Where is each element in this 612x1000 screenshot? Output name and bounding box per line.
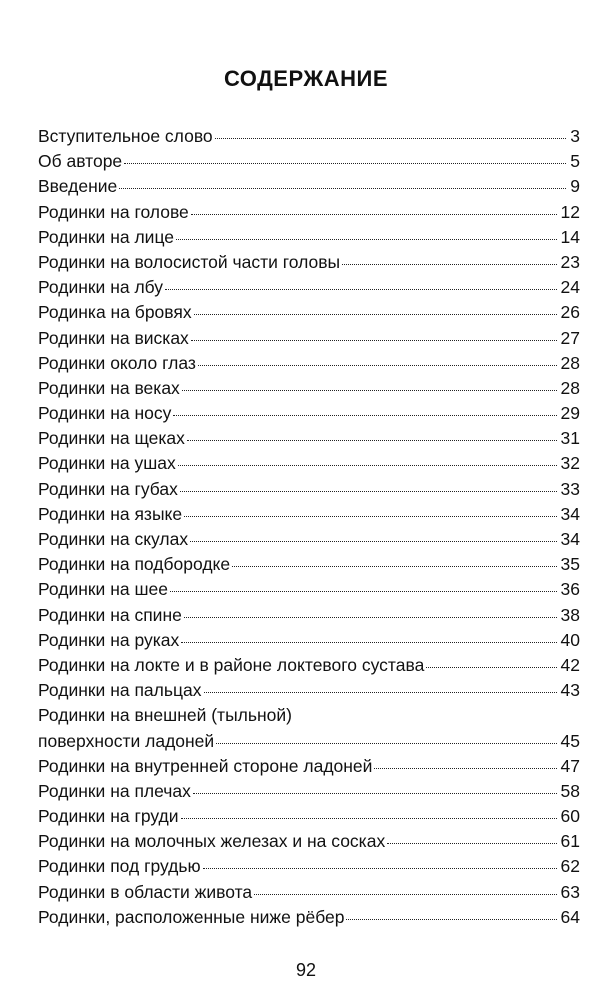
toc-entry-label: Родинки на веках	[38, 377, 180, 398]
dot-leader	[170, 591, 557, 592]
toc-entry	[38, 326, 580, 351]
toc-entry	[38, 603, 580, 628]
toc-entry-page: 26	[560, 302, 580, 323]
toc-entry-label: Родинки на локте и в районе локтевого сустава	[38, 654, 425, 675]
dot-leader	[178, 465, 557, 466]
toc-entry-label: Родинки в области живота	[38, 881, 253, 902]
toc-entry	[38, 149, 580, 174]
toc-entry	[38, 779, 580, 804]
dot-leader	[216, 743, 556, 744]
toc-entry-page: 28	[560, 352, 580, 373]
toc-entry-label: Родинки на подбородке	[38, 554, 231, 575]
toc-entry-label: Родинки на ушах	[38, 453, 176, 474]
toc-entry-label: Родинки на голове	[38, 201, 189, 222]
toc-entry-label: Родинки под грудью	[38, 856, 201, 877]
dot-leader	[182, 390, 557, 391]
toc-entry-label: Родинки на пальцах	[38, 680, 202, 701]
dot-leader	[184, 617, 557, 618]
dot-leader	[374, 768, 556, 769]
toc-entry	[38, 401, 580, 426]
toc-entry	[38, 351, 580, 376]
toc-entry-label: Введение	[38, 176, 118, 197]
toc-entry	[38, 577, 580, 602]
toc-entry-label: Родинки на щеках	[38, 428, 185, 449]
toc-entry	[38, 527, 580, 552]
toc-entry-label: Родинки на руках	[38, 629, 180, 650]
dot-leader	[194, 314, 557, 315]
toc-entry	[38, 451, 580, 476]
toc-entry-page: 31	[560, 428, 580, 449]
toc-entry-label-continued: поверхности ладоней	[38, 730, 215, 751]
toc-entry	[38, 250, 580, 275]
toc-entry-label: Родинки, расположенные ниже рёбер	[38, 906, 345, 927]
dot-leader	[187, 440, 557, 441]
toc-entry-page: 34	[560, 503, 580, 524]
toc-entry	[38, 703, 580, 753]
page-number: 92	[295, 960, 317, 980]
dot-leader	[124, 163, 566, 164]
toc-entry-page: 12	[560, 201, 580, 222]
toc-entry	[38, 653, 580, 678]
toc-entry-label: Родинки на языке	[38, 503, 183, 524]
dot-leader	[191, 214, 557, 215]
dot-leader	[184, 516, 556, 517]
dot-leader	[165, 289, 556, 290]
toc-entry-page: 47	[560, 755, 580, 776]
toc-entry-label: Родинки на молочных железах и на сосках	[38, 831, 386, 852]
toc-entry-line	[38, 729, 580, 754]
toc-entry-page: 33	[560, 478, 580, 499]
dot-leader	[119, 188, 566, 189]
toc-entry-page: 58	[560, 780, 580, 801]
toc-entry-page: 29	[560, 403, 580, 424]
toc-entry-label: Родинки на волосистой части головы	[38, 251, 341, 272]
toc-entry-label: Родинки около глаз	[38, 352, 196, 373]
page-title: СОДЕРЖАНИЕ	[223, 66, 389, 91]
toc-entry-page: 38	[560, 604, 580, 625]
toc-entry-page: 62	[560, 856, 580, 877]
toc-entry-label: Родинки на груди	[38, 806, 179, 827]
dot-leader	[193, 793, 557, 794]
toc-entry	[38, 275, 580, 300]
toc-entry-page: 63	[560, 881, 580, 902]
toc-entry-page: 27	[560, 327, 580, 348]
dot-leader	[254, 894, 556, 895]
toc-entry-page: 61	[560, 831, 580, 852]
toc-entry-page: 42	[560, 654, 580, 675]
toc-entry-page: 35	[560, 554, 580, 575]
toc-entry	[38, 225, 580, 250]
toc-entry	[38, 426, 580, 451]
dot-leader	[181, 818, 557, 819]
toc-entry-label: Родинки на лбу	[38, 277, 164, 298]
toc-entry-label: Родинки на шее	[38, 579, 168, 600]
dot-leader	[191, 340, 557, 341]
toc-entry	[38, 200, 580, 225]
dot-leader	[387, 843, 556, 844]
toc-entry-label: Об авторе	[38, 151, 123, 172]
toc-entry	[38, 880, 580, 905]
toc-entry	[38, 552, 580, 577]
toc-entry-page: 34	[560, 529, 580, 549]
toc-entry-page: 9	[570, 176, 580, 197]
dot-leader	[176, 239, 557, 240]
toc-entry-page: 24	[560, 277, 580, 298]
toc-entry	[38, 905, 580, 930]
toc-entry-page: 43	[560, 680, 580, 701]
toc-entry-page: 23	[560, 251, 580, 272]
toc-entry-page: 28	[560, 377, 580, 398]
dot-leader	[232, 566, 556, 567]
toc-entry-page: 64	[560, 906, 580, 927]
toc-entry	[38, 502, 580, 527]
dot-leader	[204, 692, 557, 693]
toc-entry-label: Родинки на внешней (тыльной)	[38, 705, 292, 726]
toc-entry	[38, 477, 580, 502]
toc-entry-label: Родинки на плечах	[38, 780, 191, 801]
dot-leader	[190, 541, 556, 542]
toc-entry-label: Родинки на носу	[38, 403, 172, 424]
toc-entry	[38, 754, 580, 779]
toc-entry-page: 40	[560, 629, 580, 650]
dot-leader	[342, 264, 556, 265]
toc-entry	[38, 678, 580, 703]
toc-entry-page: 3	[570, 126, 580, 146]
dot-leader	[426, 667, 556, 668]
toc-entry-page: 32	[560, 453, 580, 474]
dot-leader	[203, 868, 557, 869]
dot-leader	[198, 365, 557, 366]
table-of-contents	[38, 124, 580, 930]
toc-entry	[38, 804, 580, 829]
toc-entry-label: Родинки на внутренней стороне ладоней	[38, 755, 373, 776]
toc-entry-label: Родинки на лице	[38, 226, 175, 247]
toc-entry-label: Родинка на бровях	[38, 302, 192, 323]
toc-entry-label: Родинки на губах	[38, 478, 178, 499]
dot-leader	[173, 415, 556, 416]
toc-entry	[38, 376, 580, 401]
toc-entry-label: Родинки на спине	[38, 604, 182, 625]
toc-entry-page: 14	[560, 226, 580, 247]
toc-entry	[38, 829, 580, 854]
toc-entry-page: 45	[560, 730, 580, 751]
toc-entry-page: 36	[560, 579, 580, 600]
toc-entry	[38, 628, 580, 653]
dot-leader	[180, 491, 557, 492]
toc-entry-page: 5	[570, 151, 580, 172]
toc-entry	[38, 124, 580, 149]
toc-entry-label: Родинки на скулах	[38, 529, 189, 549]
dot-leader	[215, 138, 567, 139]
dot-leader	[181, 642, 556, 643]
toc-entry-label: Вступительное слово	[38, 126, 213, 146]
toc-entry	[38, 300, 580, 325]
toc-entry-page: 60	[560, 806, 580, 827]
toc-entry	[38, 854, 580, 879]
dot-leader	[346, 919, 556, 920]
toc-entry-label: Родинки на висках	[38, 327, 189, 348]
toc-entry	[38, 174, 580, 199]
